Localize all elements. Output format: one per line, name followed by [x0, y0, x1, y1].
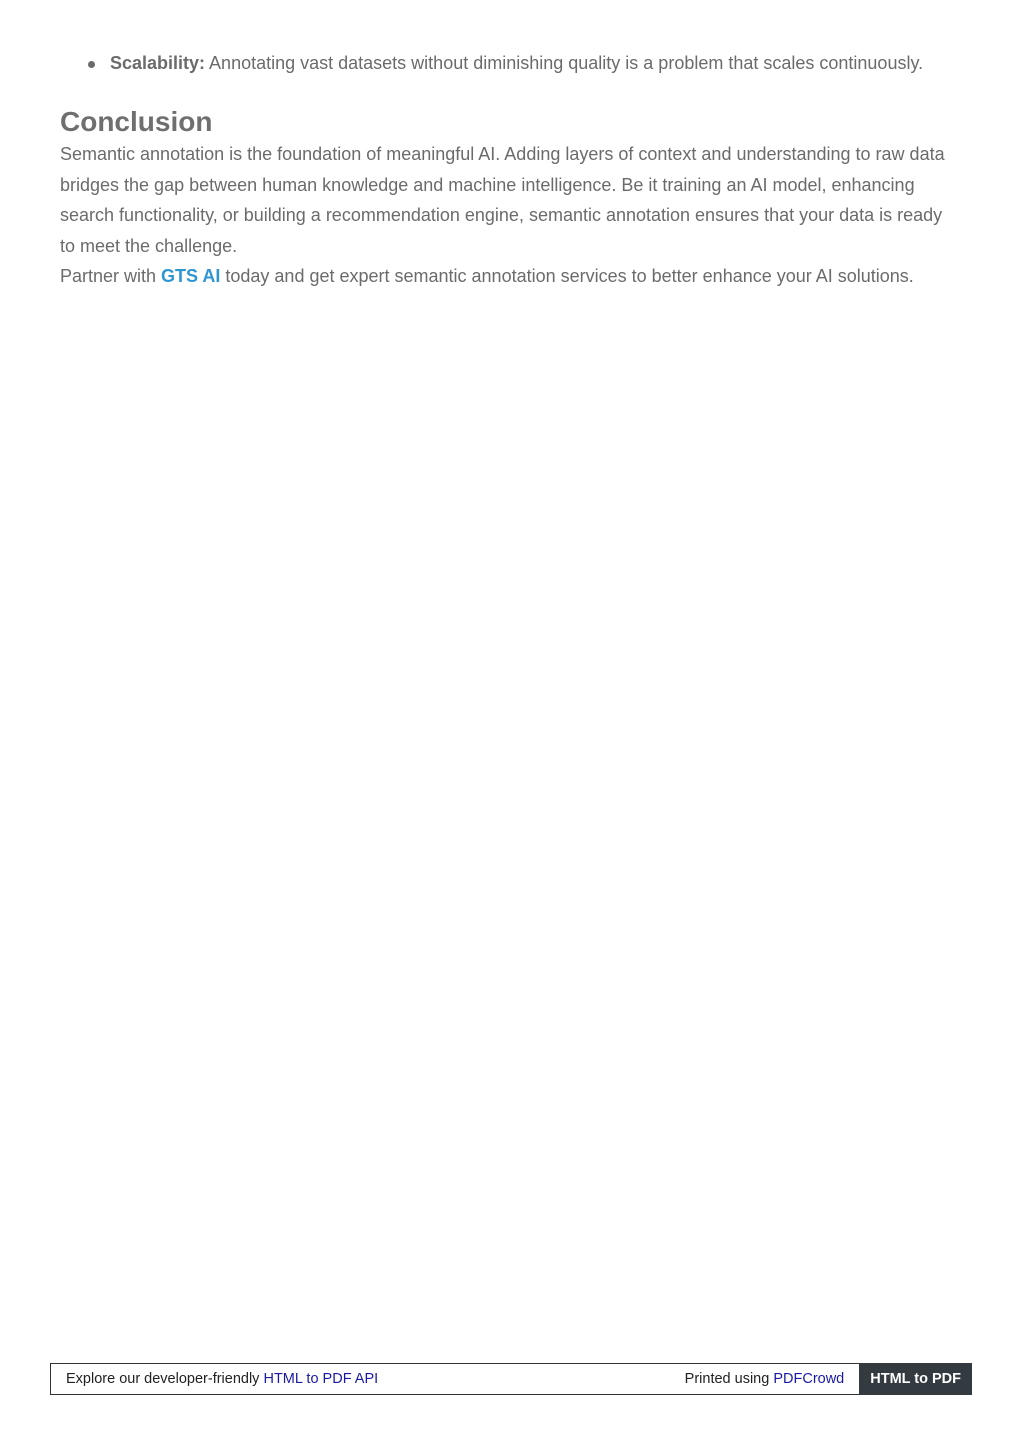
- footer-left-text: Explore our developer-friendly: [66, 1371, 264, 1387]
- bullet-list: [60, 48, 960, 79]
- bullet-dot-icon: [88, 61, 95, 68]
- partner-paragraph: [60, 261, 960, 292]
- gts-ai-link[interactable]: GTS AI: [161, 266, 221, 286]
- footer-right-text: Printed using: [684, 1371, 774, 1387]
- conclusion-heading: Conclusion: [60, 106, 213, 137]
- bullet-text: Annotating vast datasets without diminishing quality is a problem that scales continuously.: [205, 53, 924, 73]
- pdfcrowd-link[interactable]: PDFCrowd: [773, 1371, 845, 1387]
- list-item: [110, 48, 960, 79]
- article-content: [60, 48, 960, 292]
- partner-suffix: today and get expert semantic annotation services to better enhance your AI solutions.: [220, 266, 914, 286]
- footer-right: [685, 1371, 860, 1387]
- conclusion-paragraph: Semantic annotation is the foundation of meaningful AI. Adding layers of context and understanding to raw data bridges the gap between human knowledge and machine intelligence. Be it training an AI model, enhancing search functionality, or building a recommendation engine, semantic annotation ensures that your data is ready to meet the challenge.: [60, 144, 945, 256]
- pdfcrowd-footer: [50, 1363, 972, 1395]
- html-to-pdf-api-link[interactable]: HTML to PDF API: [263, 1371, 379, 1387]
- bullet-label: Scalability:: [110, 53, 206, 73]
- html-to-pdf-button[interactable]: HTML to PDF: [859, 1363, 972, 1395]
- partner-prefix: Partner with: [60, 266, 162, 286]
- footer-left: [51, 1371, 685, 1387]
